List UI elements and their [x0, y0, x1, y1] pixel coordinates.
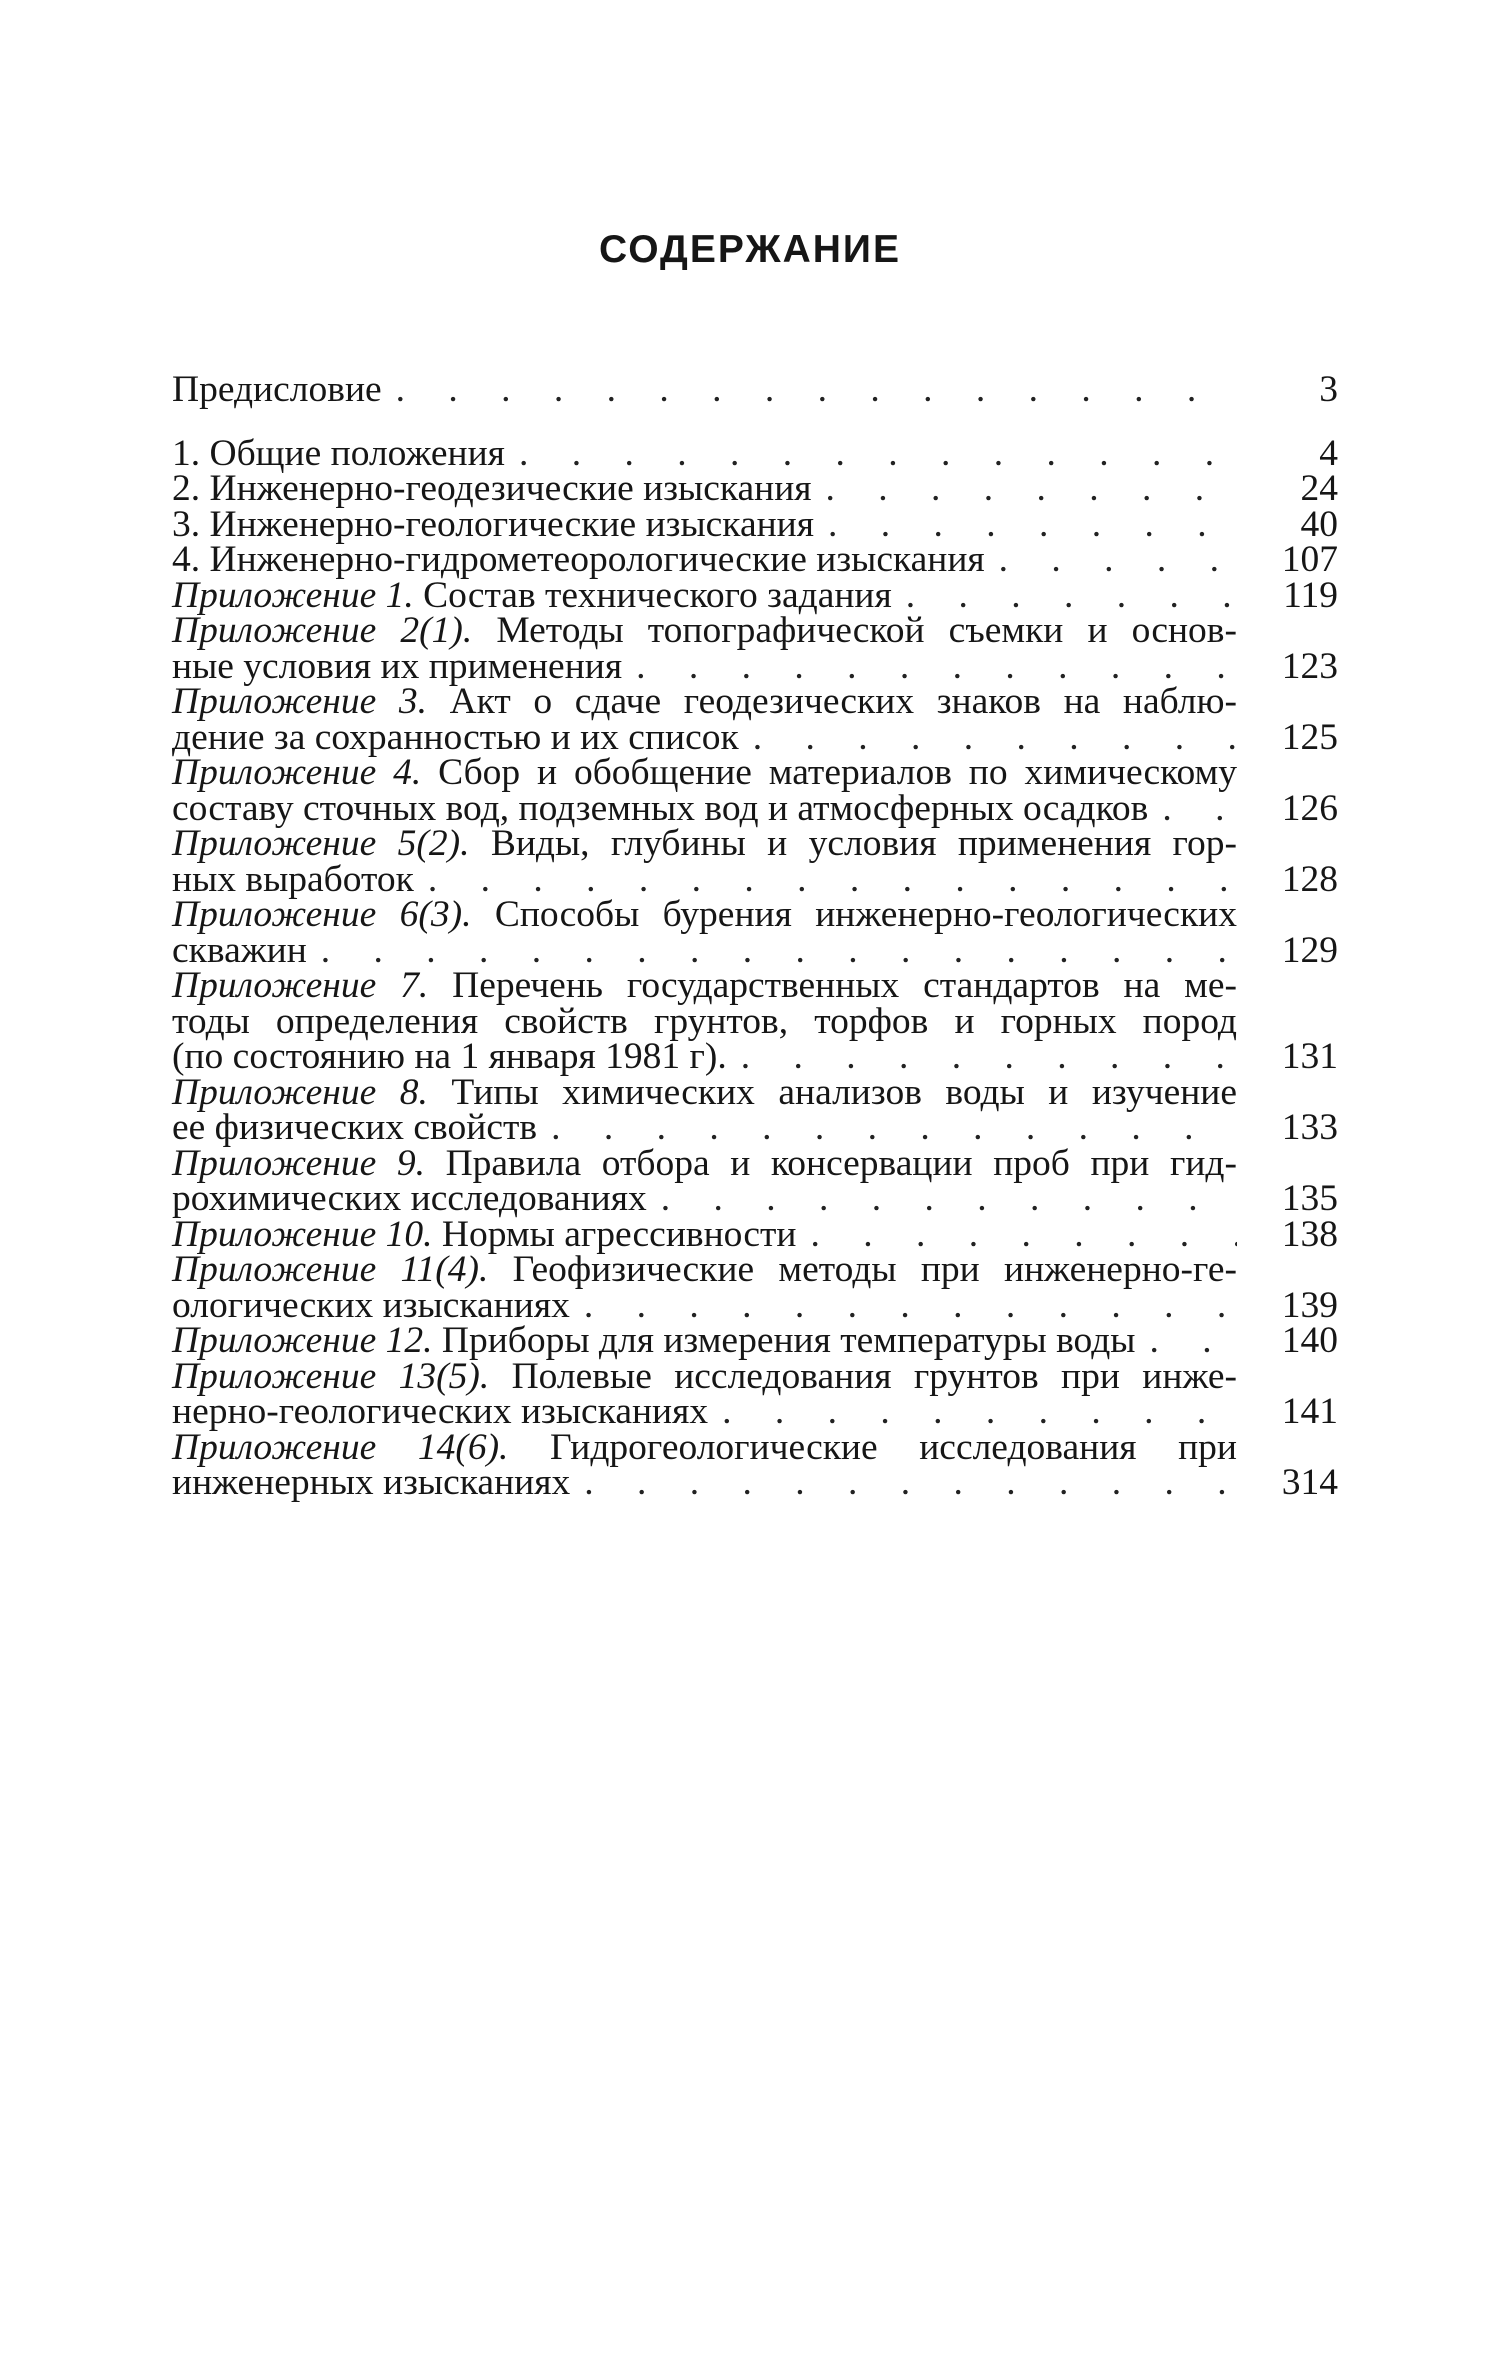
- toc-entry-text: [172, 468, 812, 509]
- toc-entry-line: [172, 1355, 1237, 1397]
- appendix-label: Приложение 12.: [172, 1320, 433, 1361]
- dot-leader: [722, 1394, 1237, 1430]
- entry-title: ологических изысканиях: [172, 1284, 570, 1326]
- toc-entry[interactable]: [172, 1320, 1338, 1361]
- toc-entry-line: [172, 858, 1237, 900]
- entry-title: ных выработок: [172, 858, 414, 900]
- page-number: 4: [1319, 432, 1338, 474]
- entry-title: Виды, глубины и условия применения гор-: [490, 823, 1237, 864]
- toc-entry-text: [172, 1284, 570, 1326]
- toc-entry-text: [172, 369, 382, 410]
- toc-entry-line: [172, 929, 1237, 971]
- toc-entry-line: [172, 645, 1237, 687]
- toc-entry[interactable]: [172, 965, 1338, 1077]
- dot-leader: [828, 507, 1237, 543]
- entry-title: составу сточных вод, подземных вод и атмосферных осадков: [172, 787, 1149, 829]
- page-number: 141: [1281, 1391, 1338, 1432]
- toc-entry-text: [172, 1213, 797, 1255]
- toc-entry[interactable]: [172, 894, 1338, 971]
- toc-entry[interactable]: [172, 1213, 1338, 1255]
- appendix-label: Приложение 5(2).: [172, 823, 470, 864]
- appendix-label: Приложение 3.: [172, 681, 427, 722]
- page-number: 138: [1281, 1213, 1338, 1255]
- toc-entry-line: [172, 1142, 1237, 1184]
- toc-entry-line: [172, 1249, 1238, 1290]
- entry-title: Акт о сдаче геодезических знаков на наблю-: [449, 681, 1237, 722]
- dot-leader: [753, 720, 1237, 756]
- entry-title: Приборы для измерения температуры воды: [441, 1320, 1136, 1361]
- dot-leader: [551, 1110, 1237, 1146]
- entry-title: 1. Общие положения: [172, 432, 505, 474]
- toc-entry[interactable]: [172, 1355, 1338, 1432]
- appendix-label: Приложение 2(1).: [172, 610, 473, 651]
- entry-title: Способы бурения инженерно-геологических: [494, 894, 1237, 935]
- page-number: 123: [1281, 645, 1338, 687]
- toc-entry-line: [172, 432, 1237, 474]
- page-title: СОДЕРЖАНИЕ: [599, 228, 901, 271]
- appendix-label: Приложение 13(5).: [172, 1355, 490, 1397]
- dot-leader: [396, 372, 1237, 408]
- page-number: 119: [1283, 574, 1338, 616]
- toc-entry[interactable]: [172, 610, 1338, 687]
- dot-leader: [1162, 791, 1237, 827]
- entry-title: ее физических свойств: [172, 1107, 538, 1148]
- toc-entry-line: [172, 574, 1237, 616]
- toc-entry[interactable]: [172, 1426, 1338, 1503]
- entry-title: Правила отбора и консервации проб при гид-: [445, 1142, 1237, 1184]
- dot-leader: [999, 542, 1237, 578]
- toc-entry-text: [172, 1036, 727, 1077]
- dot-leader: [1149, 1323, 1237, 1359]
- toc-entry-text: [172, 574, 892, 616]
- appendix-label: Приложение 1.: [172, 574, 414, 616]
- toc-entry-line: [172, 610, 1237, 651]
- dot-leader: [428, 862, 1237, 898]
- toc-entry-line: [172, 1426, 1238, 1468]
- toc-entry[interactable]: [172, 574, 1338, 616]
- toc-entry-line: [172, 369, 1237, 410]
- entry-title: Гидрогеологические исследования при: [550, 1426, 1238, 1468]
- appendix-label: Приложение 6(3).: [172, 894, 472, 935]
- toc-entry-line: [172, 468, 1237, 509]
- entry-title: дение за сохранностью и их список: [172, 716, 739, 758]
- toc-entry-line: [172, 681, 1237, 722]
- toc-entry[interactable]: [172, 369, 1338, 410]
- toc-entry-line: [172, 539, 1237, 580]
- toc-entry[interactable]: [172, 432, 1338, 474]
- toc-entry-line: [172, 1000, 1237, 1042]
- toc-entry-line: [172, 787, 1237, 829]
- toc-entry-text: [172, 929, 307, 971]
- toc-entry-text: [172, 858, 414, 900]
- page-number: 40: [1300, 503, 1338, 545]
- toc-entry-text: [172, 1178, 647, 1219]
- appendix-label: Приложение 14(6).: [172, 1426, 509, 1468]
- dot-leader: [584, 1465, 1237, 1501]
- dot-leader: [636, 649, 1237, 685]
- page-number: 135: [1281, 1178, 1338, 1219]
- appendix-label: Приложение 4.: [172, 752, 422, 793]
- toc-entry[interactable]: [172, 1071, 1338, 1148]
- entry-title: ные условия их применения: [172, 645, 623, 687]
- entry-title: Перечень государственных стандартов на ме-: [452, 965, 1238, 1006]
- entry-title: Геофизические методы при инженерно-ге-: [512, 1249, 1238, 1290]
- page-number: 107: [1281, 539, 1338, 580]
- toc-entry-text: [172, 539, 985, 580]
- entry-title: Полевые исследования грунтов при инже-: [511, 1355, 1237, 1397]
- appendix-label: Приложение 7.: [172, 965, 429, 1006]
- toc-entry-text: [172, 1320, 1136, 1361]
- entry-title: нерно-геологических изысканиях: [172, 1391, 709, 1432]
- toc-entry-text: [172, 1107, 538, 1148]
- entry-title: Состав технического задания: [423, 574, 892, 616]
- appendix-label: Приложение 11(4).: [172, 1249, 489, 1290]
- toc-entry-text: [172, 645, 623, 687]
- dot-leader: [906, 578, 1237, 614]
- toc-entry-text: [172, 787, 1149, 829]
- toc-entry-line: [172, 823, 1237, 864]
- toc-entry-line: [172, 894, 1237, 935]
- toc-entry-line: [172, 1213, 1237, 1255]
- page-number: 139: [1281, 1284, 1338, 1326]
- toc-entry[interactable]: [172, 503, 1338, 545]
- page-number: 131: [1281, 1036, 1338, 1077]
- toc-entry-line: [172, 1178, 1237, 1219]
- appendix-label: Приложение 10.: [172, 1213, 433, 1255]
- page-number: 125: [1281, 716, 1338, 758]
- appendix-label: Приложение 9.: [172, 1142, 425, 1184]
- toc-entry-line: [172, 1107, 1237, 1148]
- dot-leader: [321, 933, 1237, 969]
- toc-entry-line: [172, 752, 1237, 793]
- toc-entry-line: [172, 1036, 1237, 1077]
- toc-entry-text: [172, 894, 1237, 935]
- table-of-contents: [172, 369, 1338, 1503]
- toc-entry-line: [172, 965, 1238, 1006]
- toc-entry-line: [172, 1071, 1237, 1113]
- toc-entry-line: [172, 1462, 1237, 1503]
- entry-title: 2. Инженерно-геодезические изыскания: [172, 468, 812, 509]
- toc-entry-line: [172, 503, 1237, 545]
- dot-leader: [661, 1181, 1237, 1217]
- toc-entry-text: [172, 1462, 571, 1503]
- toc-entry[interactable]: [172, 681, 1338, 758]
- toc-entry-text: [172, 503, 814, 545]
- page-number: 314: [1281, 1462, 1338, 1503]
- dot-leader: [826, 471, 1237, 507]
- dot-leader: [810, 1217, 1237, 1253]
- toc-entry[interactable]: [172, 752, 1338, 829]
- entry-title: рохимических исследованиях: [172, 1178, 647, 1219]
- entry-title: Нормы агрессивности: [441, 1213, 797, 1255]
- page-number: 126: [1281, 787, 1338, 829]
- entry-title: инженерных изысканиях: [172, 1462, 571, 1503]
- dot-leader: [741, 1039, 1237, 1075]
- entry-title: тоды определения свойств грунтов, торфов и горных пород: [172, 1000, 1237, 1042]
- toc-entry-text: [172, 432, 505, 474]
- toc-entry-line: [172, 716, 1237, 758]
- toc-entry-line: [172, 1391, 1237, 1432]
- toc-entry-text: [172, 716, 739, 758]
- toc-entry-line: [172, 1320, 1237, 1361]
- toc-entry[interactable]: [172, 468, 1338, 509]
- entry-title: (по состоянию на 1 января 1981 г).: [172, 1036, 727, 1077]
- entry-title: 3. Инженерно-геологические изыскания: [172, 503, 814, 545]
- toc-entry[interactable]: [172, 1249, 1338, 1326]
- dot-leader: [584, 1288, 1237, 1324]
- toc-entry-text: [172, 1391, 709, 1432]
- entry-title: Предисловие: [172, 369, 382, 410]
- entry-title: 4. Инженерно-гидрометеорологические изыскания: [172, 539, 985, 580]
- entry-title: Методы топографической съемки и основ-: [496, 610, 1237, 651]
- page-number: 140: [1281, 1320, 1338, 1361]
- toc-entry[interactable]: [172, 539, 1338, 580]
- entry-title: скважин: [172, 929, 307, 971]
- entry-title: Сбор и обобщение материалов по химическому: [438, 752, 1237, 793]
- toc-entry[interactable]: [172, 1142, 1338, 1219]
- page-number: 24: [1300, 468, 1338, 509]
- page-number: 129: [1281, 929, 1338, 971]
- page-number: 3: [1319, 369, 1338, 410]
- toc-entry[interactable]: [172, 823, 1338, 900]
- toc-entry-line: [172, 1284, 1237, 1326]
- page-number: 128: [1281, 858, 1338, 900]
- page-number: 133: [1281, 1107, 1338, 1148]
- entry-title: Типы химических анализов воды и изучение: [451, 1071, 1237, 1113]
- appendix-label: Приложение 8.: [172, 1071, 428, 1113]
- dot-leader: [519, 436, 1237, 472]
